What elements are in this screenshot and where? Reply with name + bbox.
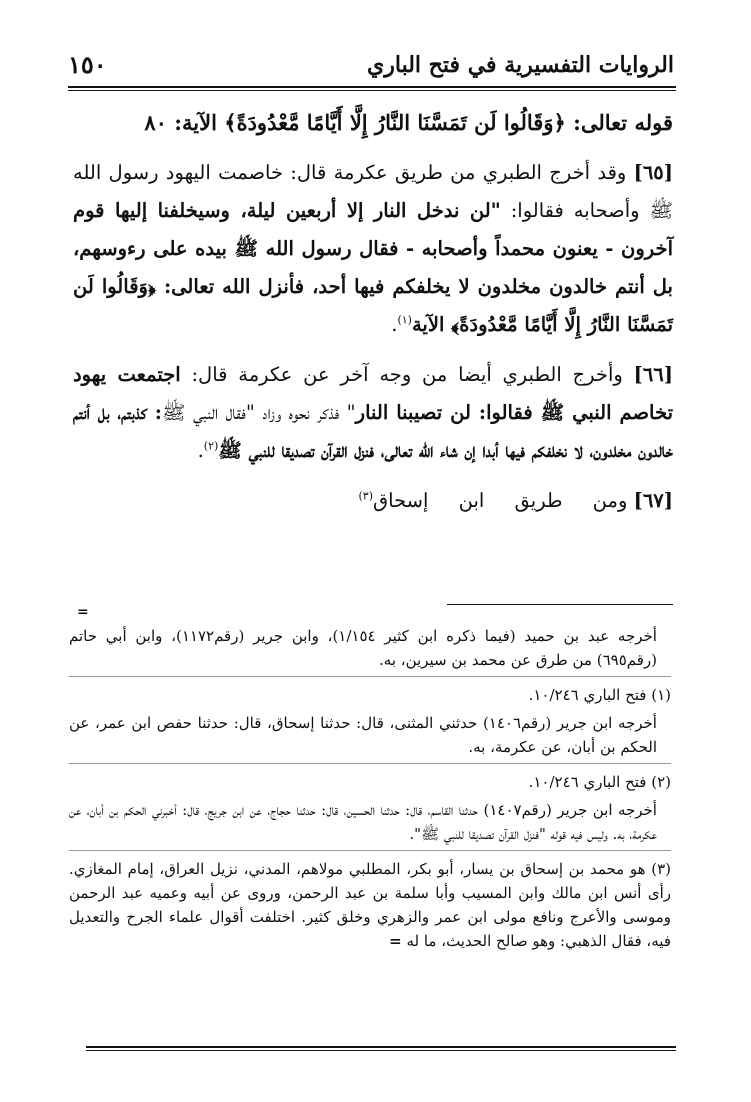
header-rule [68,86,676,88]
paragraph-text: ومن طريق ابن إسحاق [373,489,628,512]
paragraph-65 [73,154,673,344]
footnote-ref: (١) [397,313,412,327]
paragraph-66 [73,356,673,470]
paragraph-quote-2: : كذبتم، بل أنتم خالدون مخلدون، لا نخلفكم فيها أبدا إن شاء الله تعالى، فنزل القرآن تصديقا للنبي ﷺ [73,401,673,462]
footnote-continuation-mark: = [77,604,89,620]
footnote-3-body: (٣) هو محمد بن إسحاق بن يسار، أبو بكر، المطلبي مولاهم، المدني، نزيل العراق، إمام المغازي. رأى أنس ابن مالك وابن المسيب وأبا سلمة بن عبد الرحمن، وروى عن أبيه وعميه عبد الرحمن وموسى والأعرج ونافع مولى ابن عمر والزهري وخلق كثير. اختلفت أقوال علماء الجرح والتعديل فيه، فقال الذهبي: وهو صالح الحديث، ما له [69,860,671,950]
verse-tail: الآية: ٨٠ [144,110,217,135]
verse-heading [73,104,673,142]
paragraph-text: وأخرج الطبري أيضا من وجه آخر عن عكرمة قال: [191,363,623,386]
page-number: ١٥٠ [68,50,107,79]
paragraph-text: وقد أخرج الطبري من طريق عكرمة قال: خاصمت اليهود رسول الله ﷺ وأصحابه فقالوا: [73,161,673,222]
footnotes [69,624,671,953]
footnote-continued: أخرجه عبد بن حميد (فيما ذكره ابن كثير ١/١٥٤)، وابن جرير (رقم١١٧٢)، وابن أبي حاتم (رقم٦٩٥) من طرق عن محمد بن سيرين، به. [69,624,671,677]
header-rule-thin [68,90,676,91]
verse-intro: قوله تعالى: [573,110,673,135]
paragraph-end: . [197,439,204,462]
paragraph-text-2: " فذكر نحوه وزاد "فقال النبي ﷺ [162,401,356,424]
footnote-3-text [69,857,671,953]
narration-number: [٦٧] [633,489,673,512]
narration-number: [٦٥] [633,161,674,184]
footnote-1-text: أخرجه ابن جرير (رقم١٤٠٦) حدثني المثنى، قال: حدثنا إسحاق، قال: حدثنا حفص ابن عمر، عن الحكم بن أبان، عن عكرمة، به. [69,711,671,764]
bottom-rule [86,1046,676,1048]
page-header [68,44,674,84]
paragraph-quote: اجتمعت يهود تخاصم النبي ﷺ فقالوا: لن تصيبنا النار [73,363,674,424]
paragraph-quote: "لن ندخل النار إلا أربعين ليلة، وسيخلفنا إليها قوم آخرون - يعنون محمداً وأصحابه - فقال رسول الله ﷺ بيده على رءوسهم، بل أنتم خالدون مخلدون لا يخلفكم فيها أحد، فأنزل الله تعالى: ﴿وَقَالُوا لَن تَمَسَّنَا النَّارُ إِلَّا أَيَّامًا مَّعْدُودَةً﴾ الآية [73,199,673,336]
main-text [73,104,673,532]
footnote-ref: (٣) [358,489,373,503]
footnote-ref: (٢) [203,439,219,453]
paragraph-end: . [391,313,398,336]
bottom-rule-thin [86,1050,676,1051]
footnote-2-text: أخرجه ابن جرير (رقم١٤٠٧) حدثنا القاسم، قال: حدثنا الحسين، قال: حدثنا حجاج، عن ابن جريج، قال: أخبرني الحكم بن أبان، عن عكرمة، به. وليس فيه قوله "فنزل القرآن تصديقا للنبي ﷺ". [69,798,671,851]
footnote-1-ref: (١) فتح الباري ١٠/٢٤٦. [528,686,671,704]
footnote-2-ref: (٢) فتح الباري ١٠/٢٤٦. [528,773,671,791]
verse-quote: ﴿وَقَالُوا لَن تَمَسَّنَا النَّارُ إِلَّا أَيَّامًا مَّعْدُودَةً﴾ [224,110,566,135]
paragraph-67 [73,482,673,520]
narration-number: [٦٦] [633,363,673,386]
running-title: الروايات التفسيرية في فتح الباري [367,52,674,78]
footnote-separator [447,604,673,605]
footnote-end-mark: = [389,932,402,950]
